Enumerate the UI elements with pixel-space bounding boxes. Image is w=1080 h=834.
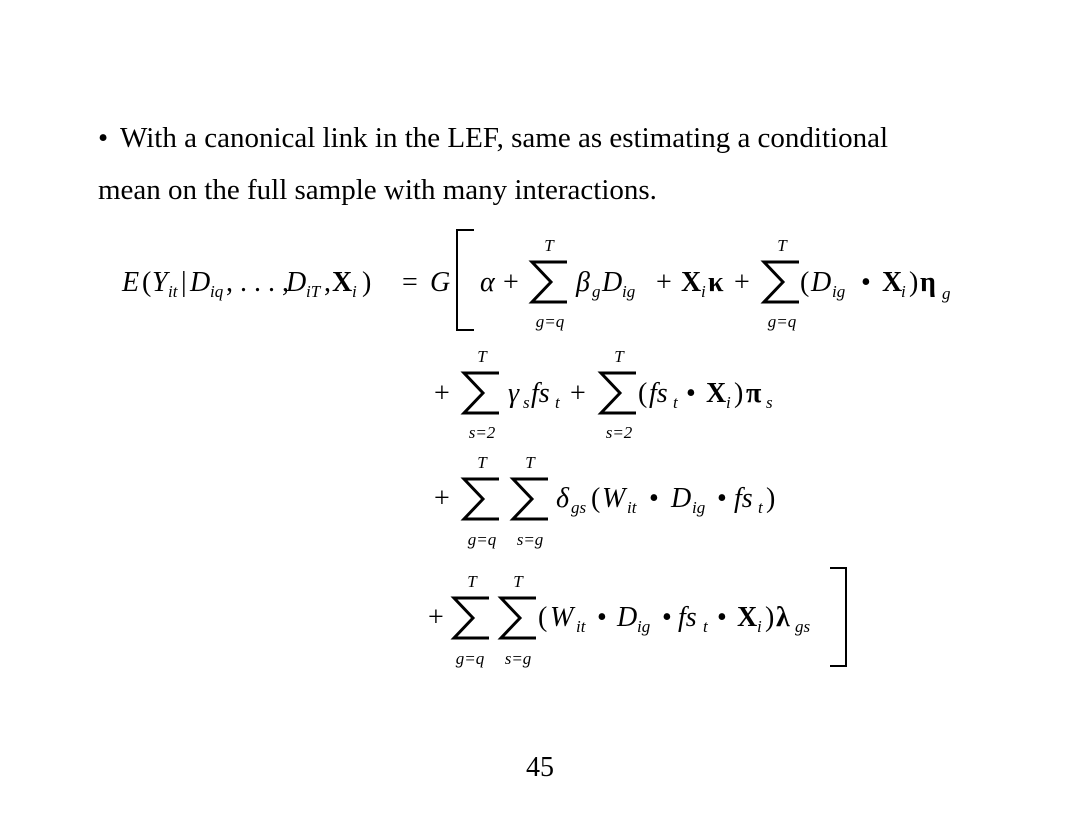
close-paren: ) (734, 378, 744, 409)
lhs-y-subscript: it (168, 282, 178, 301)
plus-sign: + (570, 378, 586, 409)
x-matrix: X (681, 267, 702, 298)
delta-subscript: gs (571, 498, 587, 517)
x-matrix: X (882, 267, 903, 298)
left-bracket (457, 230, 474, 330)
gamma-symbol: γ (508, 378, 520, 409)
sum-upper-limit: T (467, 572, 477, 591)
lhs-x-subscript: i (352, 282, 357, 301)
sum-lower-limit: g=q (467, 530, 497, 549)
close-paren: ) (766, 483, 776, 514)
sum-lower-limit: s=g (516, 530, 544, 549)
lambda-subscript: gs (795, 617, 811, 636)
x-subscript: i (726, 393, 731, 412)
paragraph-line-2: mean on the full sample with many interactions. (98, 174, 657, 206)
d-subscript: ig (832, 282, 846, 301)
summation-symbol (464, 479, 499, 519)
sum-lower-limit: s=g (504, 649, 532, 668)
plus-sign: + (434, 378, 450, 409)
x-subscript: i (757, 617, 762, 636)
eta-subscript: g (942, 284, 951, 303)
open-paren: ( (638, 378, 648, 409)
sum-upper-limit: T (513, 572, 523, 591)
equation-line-4 (428, 572, 811, 668)
lhs-comma: , (324, 267, 331, 298)
lhs-d2: D (286, 267, 307, 298)
lambda-symbol: λ (776, 602, 790, 633)
equation-lhs (121, 267, 450, 301)
lhs-y: Y (152, 267, 168, 298)
w-variable: W (602, 483, 626, 514)
lhs-equals: = (402, 267, 418, 298)
d-subscript: ig (692, 498, 706, 517)
bullet-icon: • (98, 122, 109, 154)
d-subscript: ig (637, 617, 651, 636)
alpha-symbol: α (480, 267, 495, 298)
sum-upper-limit: T (544, 236, 554, 255)
plus-sign: + (428, 602, 444, 633)
plus-sign: + (434, 483, 450, 514)
lhs-close-paren: ) (362, 267, 372, 298)
close-paren: ) (765, 602, 775, 633)
summation-symbol (764, 262, 799, 302)
sum-lower-limit: g=q (455, 649, 485, 668)
beta-symbol: β (576, 267, 590, 298)
w-subscript: it (627, 498, 637, 517)
summation-symbol (601, 373, 636, 413)
kappa-symbol: κ (708, 267, 724, 298)
page-number: 45 (526, 752, 554, 783)
sum-upper-limit: T (614, 347, 624, 366)
open-paren: ( (800, 267, 810, 298)
x-subscript: i (701, 282, 706, 301)
summation-symbol (501, 598, 536, 638)
d-variable: D (617, 602, 638, 633)
plus-sign: + (734, 267, 750, 298)
lhs-d2-subscript: iT (306, 282, 321, 301)
x-matrix: X (706, 378, 727, 409)
d-variable: D (602, 267, 623, 298)
fs-variable: fs (678, 602, 697, 633)
dot-operator: • (649, 483, 659, 514)
lhs-comma-dots: , . . . , (226, 267, 289, 298)
lhs-d1: D (190, 267, 211, 298)
lhs-x: X (332, 267, 353, 298)
w-variable: W (550, 602, 574, 633)
fs-variable: fs (649, 378, 668, 409)
d-variable: D (811, 267, 832, 298)
dot-operator: • (686, 378, 696, 409)
dot-operator: • (597, 602, 607, 633)
d-variable: D (671, 483, 692, 514)
sum-lower-limit: g=q (767, 312, 797, 331)
sum-upper-limit: T (477, 347, 487, 366)
summation-symbol (532, 262, 567, 302)
sum-lower-limit: s=2 (468, 423, 496, 442)
summation-symbol (513, 479, 548, 519)
lhs-expectation-symbol: E (122, 267, 140, 298)
open-paren: ( (591, 483, 601, 514)
equation-line-3 (434, 453, 775, 549)
lhs-bar: | (181, 267, 187, 298)
dot-operator: • (662, 602, 672, 633)
lhs-open-paren: ( (142, 267, 152, 298)
summation-symbol (464, 373, 499, 413)
sum-lower-limit: g=q (535, 312, 565, 331)
equation-line-2 (434, 347, 773, 442)
dot-operator: • (717, 483, 727, 514)
pi-symbol: π (746, 378, 762, 409)
x-subscript: i (901, 282, 906, 301)
open-paren: ( (538, 602, 548, 633)
dot-operator: • (717, 602, 727, 633)
eta-symbol: η (920, 267, 936, 298)
fs-variable: fs (531, 378, 550, 409)
plus-sign: + (656, 267, 672, 298)
lhs-g: G (430, 267, 451, 298)
lhs-d1-subscript: iq (210, 282, 224, 301)
close-paren: ) (909, 267, 919, 298)
paragraph-line-1-text: With a canonical link in the LEF, same as estimating a conditional (120, 122, 889, 154)
fs-subscript: t (673, 393, 678, 412)
fs-subscript: t (703, 617, 708, 636)
w-subscript: it (576, 617, 586, 636)
x-matrix: X (737, 602, 758, 633)
fs-variable: fs (734, 483, 753, 514)
fs-subscript: t (758, 498, 763, 517)
plus-sign: + (503, 267, 519, 298)
dot-operator: • (861, 267, 871, 298)
sum-upper-limit: T (525, 453, 535, 472)
pi-subscript: s (766, 393, 773, 412)
delta-symbol: δ (556, 483, 570, 514)
sum-upper-limit: T (777, 236, 787, 255)
summation-symbol (454, 598, 489, 638)
sum-lower-limit: s=2 (605, 423, 633, 442)
gamma-subscript: s (523, 393, 530, 412)
right-bracket (830, 568, 846, 666)
fs-subscript: t (555, 393, 560, 412)
sum-upper-limit: T (477, 453, 487, 472)
beta-subscript: g (592, 282, 601, 301)
equation-line-1 (480, 236, 951, 331)
d-subscript: ig (622, 282, 636, 301)
